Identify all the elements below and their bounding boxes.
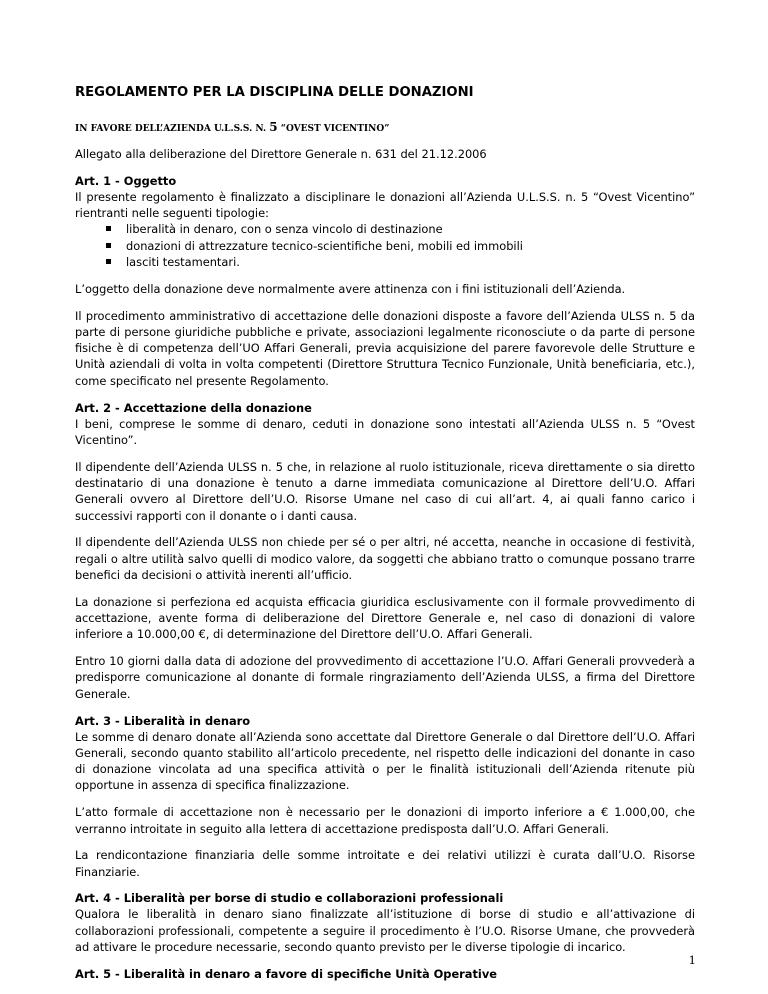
document-subtitle	[75, 120, 695, 136]
article-2	[75, 400, 695, 449]
article-4	[75, 890, 695, 955]
article-1-paragraph-3: Il procedimento amministrativo di accettazione delle donazioni disposte a favore dell’Azienda ULSS n. 5 da parte di persone giuridiche pubbliche e private, associazioni legalmente riconosciute o da parte di persone fisiche è di competenza dell’UO Affari Generali, previa acquisizione del parere favorevole delle Strutture e Unità aziendali di volta in volta competenti (Direttore Struttura Tecnico Funzionale, Unità beneficiaria, etc.), come specificato nel presente Regolamento.	[75, 308, 695, 388]
article-2-paragraph-3: Il dipendente dell’Azienda ULSS non chiede per sé o per altri, né accetta, neanche in occasione di festività, regali o altre utilità salvo quelli di modico valore, da soggetti che abbiano tratto o comunque possano trarre benefici da decisioni o attività inerenti all’ufficio.	[75, 535, 695, 582]
article-4-heading: Art. 4 - Liberalità per borse di studio e collaborazioni professionali	[75, 891, 504, 906]
document-title: REGOLAMENTO PER LA DISCIPLINA DELLE DONAZIONI	[75, 85, 474, 100]
article-1-heading: Art. 1 - Oggetto	[75, 173, 177, 188]
allegato-line: Allegato alla deliberazione del Direttore Generale n. 631 del 21.12.2006	[75, 147, 487, 161]
article-1-list	[75, 221, 695, 270]
subtitle-part2: “OVEST VICENTINO”	[280, 124, 390, 134]
subtitle-number: 5	[269, 120, 278, 134]
list-item	[106, 238, 695, 254]
list-item	[106, 254, 695, 270]
subtitle-part1: IN FAVORE DELL’AZIENDA U.L.S.S. N.	[75, 124, 267, 134]
article-3-paragraph-3: La rendicontazione finanziaria delle somme introitate e dei relativi utilizzi è curata dall’U.O. Risorse Finanziarie.	[75, 848, 695, 879]
article-2-paragraph-5: Entro 10 giorni dalla data di adozione del provvedimento di accettazione l’U.O. Affari Generali provvederà a predisporre comunicazione al donante di formale ringraziamento dell’Azienda ULSS, a firma del Direttore Generale.	[75, 654, 695, 701]
article-2-heading: Art. 2 - Accettazione della donazione	[75, 400, 312, 415]
square-bullet-icon	[106, 243, 111, 248]
article-2-paragraph-1: I beni, comprese le somme di denaro, ceduti in donazione sono intestati all’Azienda ULSS n. 5 “Ovest Vicentino”.	[75, 416, 695, 447]
article-4-paragraph-1: Qualora le liberalità in denaro siano finalizzate all’istituzione di borse di studio e all’attivazione di collaborazioni professionali, competente a seguire il procedimento è l’U.O. Risorse Umane, che provvederà ad attivare le procedure necessarie, secondo quanto previsto per le diverse tipologie di incarico.	[75, 907, 695, 954]
article-1	[75, 173, 695, 270]
article-1-intro: Il presente regolamento è finalizzato a disciplinare le donazioni all’Azienda U.L.S.S. n. 5 “Ovest Vicentino” rientranti nelle seguenti tipologie:	[75, 189, 695, 221]
article-2-paragraph-2: Il dipendente dell’Azienda ULSS n. 5 che, in relazione al ruolo istituzionale, riceva direttamente o sia diretto destinatario di una donazione è tenuto a darne immediata comunicazione al Direttore dell’U.O. Affari Generali ovvero al Direttore dell’U.O. Risorse Umane nel caso di cui all’art. 4, ai quali fanno carico i successivi rapporti con il donante o i danti causa.	[75, 459, 695, 523]
square-bullet-icon	[106, 226, 111, 231]
list-item-text: donazioni di attrezzature tecnico-scientifiche beni, mobili ed immobili	[126, 238, 523, 253]
article-3-heading: Art. 3 - Liberalità in denaro	[75, 713, 251, 728]
article-2-paragraph-4: La donazione si perfeziona ed acquista efficacia giuridica esclusivamente con il formale provvedimento di accettazione, avente forma di deliberazione del Direttore Generale e, nel caso di donazioni di valore inferiore a 10.000,00 €, di determinazione del Direttore dell’U.O. Affari Generali.	[75, 594, 695, 642]
article-5	[75, 966, 695, 982]
article-3-paragraph-1: Le somme di denaro donate all’Azienda sono accettate dal Direttore Generale o dal Direttore dell’U.O. Affari Generali, secondo quanto stabilito all’articolo precedente, nel rispetto delle indicazioni del donante in caso di donazione vincolata ad una specifica attività o per le finalità istituzionali dell’Azienda ritenute più opportune in assenza di specifica finalizzazione.	[75, 729, 695, 793]
list-item-text: liberalità in denaro, con o senza vincolo di destinazione	[126, 222, 443, 237]
article-3-paragraph-2: L’atto formale di accettazione non è necessario per le donazioni di importo inferiore a € 1.000,00, che verranno introitate in seguito alla lettera di accettazione predisposta dall’U.O. Affari Generali.	[75, 805, 695, 836]
list-item-text: lasciti testamentari.	[126, 254, 240, 269]
document-page	[75, 84, 695, 992]
square-bullet-icon	[106, 259, 111, 264]
list-item	[106, 221, 695, 237]
article-5-heading: Art. 5 - Liberalità in denaro a favore di specifiche Unità Operative	[75, 966, 497, 981]
article-3	[75, 713, 695, 794]
article-1-paragraph-2: L’oggetto della donazione deve normalmente avere attinenza con i fini istituzionali dell’Azienda.	[75, 281, 626, 296]
page-number: 1	[688, 953, 696, 967]
